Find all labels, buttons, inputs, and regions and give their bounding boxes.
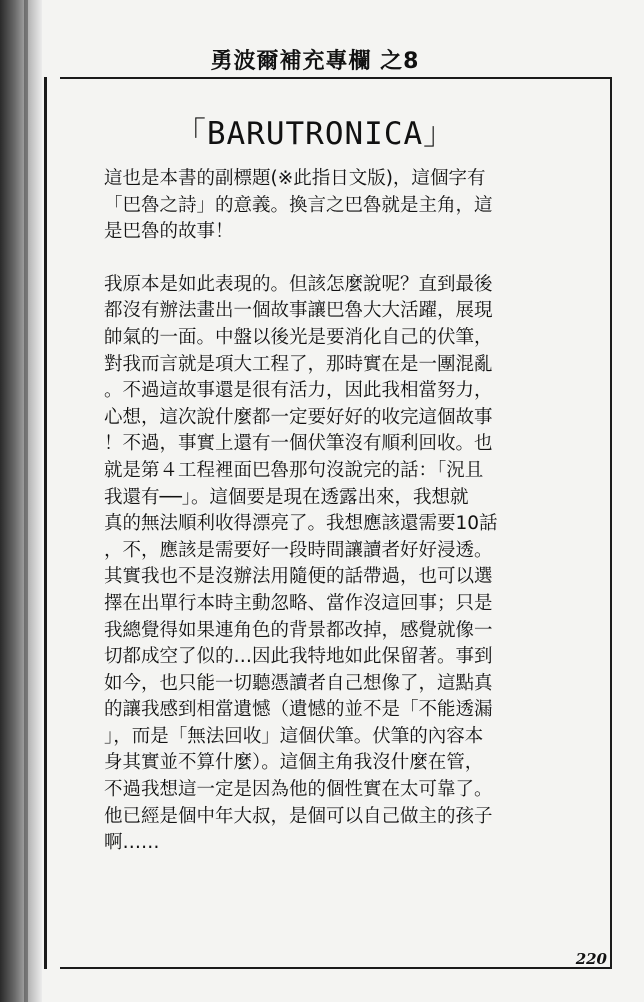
text-line: 這也是本書的副標題(※此指日文版)，這個字有 — [104, 168, 486, 189]
frame-left-border — [44, 77, 47, 969]
text-line: 對我而言就是項大工程了，那時實在是一團混亂 — [104, 353, 493, 375]
article-title: 「BARUTRONICA」 — [174, 116, 456, 152]
paragraph-1 — [104, 166, 514, 246]
text-line: 是巴魯的故事！ — [104, 221, 234, 243]
text-line: 我還有──」。這個要是現在透露出來，我想就 — [104, 486, 469, 508]
text-line: 擇在出單行本時主動忽略、當作沒這回事；只是 — [104, 592, 493, 614]
text-line: 真的無法順利收得漂亮了。我想應該還需要10話 — [104, 513, 498, 535]
text-line: 帥氣的一面。中盤以後光是要消化自己的伏筆， — [104, 326, 493, 348]
text-line: 心想，這次說什麼都一定要好好的收完這個故事 — [104, 406, 493, 428]
text-line: 就是第４工程裡面巴魯那句沒說完的話：「況且 — [104, 459, 484, 481]
text-line: 我原本是如此表現的。但該怎麼說呢？直到最後 — [104, 273, 493, 295]
scan-gutter-shadow — [0, 0, 42, 1002]
page-number: 220 — [575, 950, 607, 968]
text-line: 的讓我感到相當遺憾（遺憾的並不是「不能透漏 — [104, 699, 493, 721]
text-line: 啊…… — [104, 832, 160, 854]
text-line: 我總覺得如果連角色的背景都改掉，感覺就像一 — [104, 619, 493, 641]
text-line: ！不過，事實上還有一個伏筆沒有順利回收。也 — [104, 433, 493, 455]
text-line: 」，而是「無法回收」這個伏筆。伏筆的內容本 — [104, 725, 484, 747]
paragraph-gap — [104, 246, 514, 272]
text-line: 身其實並不算什麼）。這個主角我沒什麼在管， — [104, 752, 484, 774]
article-body — [104, 166, 514, 857]
text-line: 切都成空了似的…因此我特地如此保留著。事到 — [104, 646, 493, 668]
text-line: 都沒有辦法畫出一個故事讓巴魯大大活躍，展現 — [104, 300, 493, 322]
text-line: 其實我也不是沒辦法用隨便的話帶過，也可以選 — [104, 566, 493, 588]
column-header-title: 勇波爾補充專欄 之8 — [210, 49, 420, 74]
paragraph-2 — [104, 272, 514, 857]
scan-binding-edge — [24, 0, 28, 1002]
text-line: 不過我想這一定是因為他的個性實在太可靠了。 — [104, 779, 493, 801]
text-line: 。不過這故事還是很有活力，因此我相當努力， — [104, 380, 493, 402]
text-line: ，不，應該是需要好一段時間讓讀者好好浸透。 — [104, 539, 493, 561]
text-line: 他已經是個中年大叔，是個可以自己做主的孩子 — [104, 805, 493, 827]
text-line: 如今，也只能一切聽憑讀者自己想像了，這點真 — [104, 672, 493, 694]
text-line: 「巴魯之詩」的意義。換言之巴魯就是主角，這 — [104, 194, 493, 216]
